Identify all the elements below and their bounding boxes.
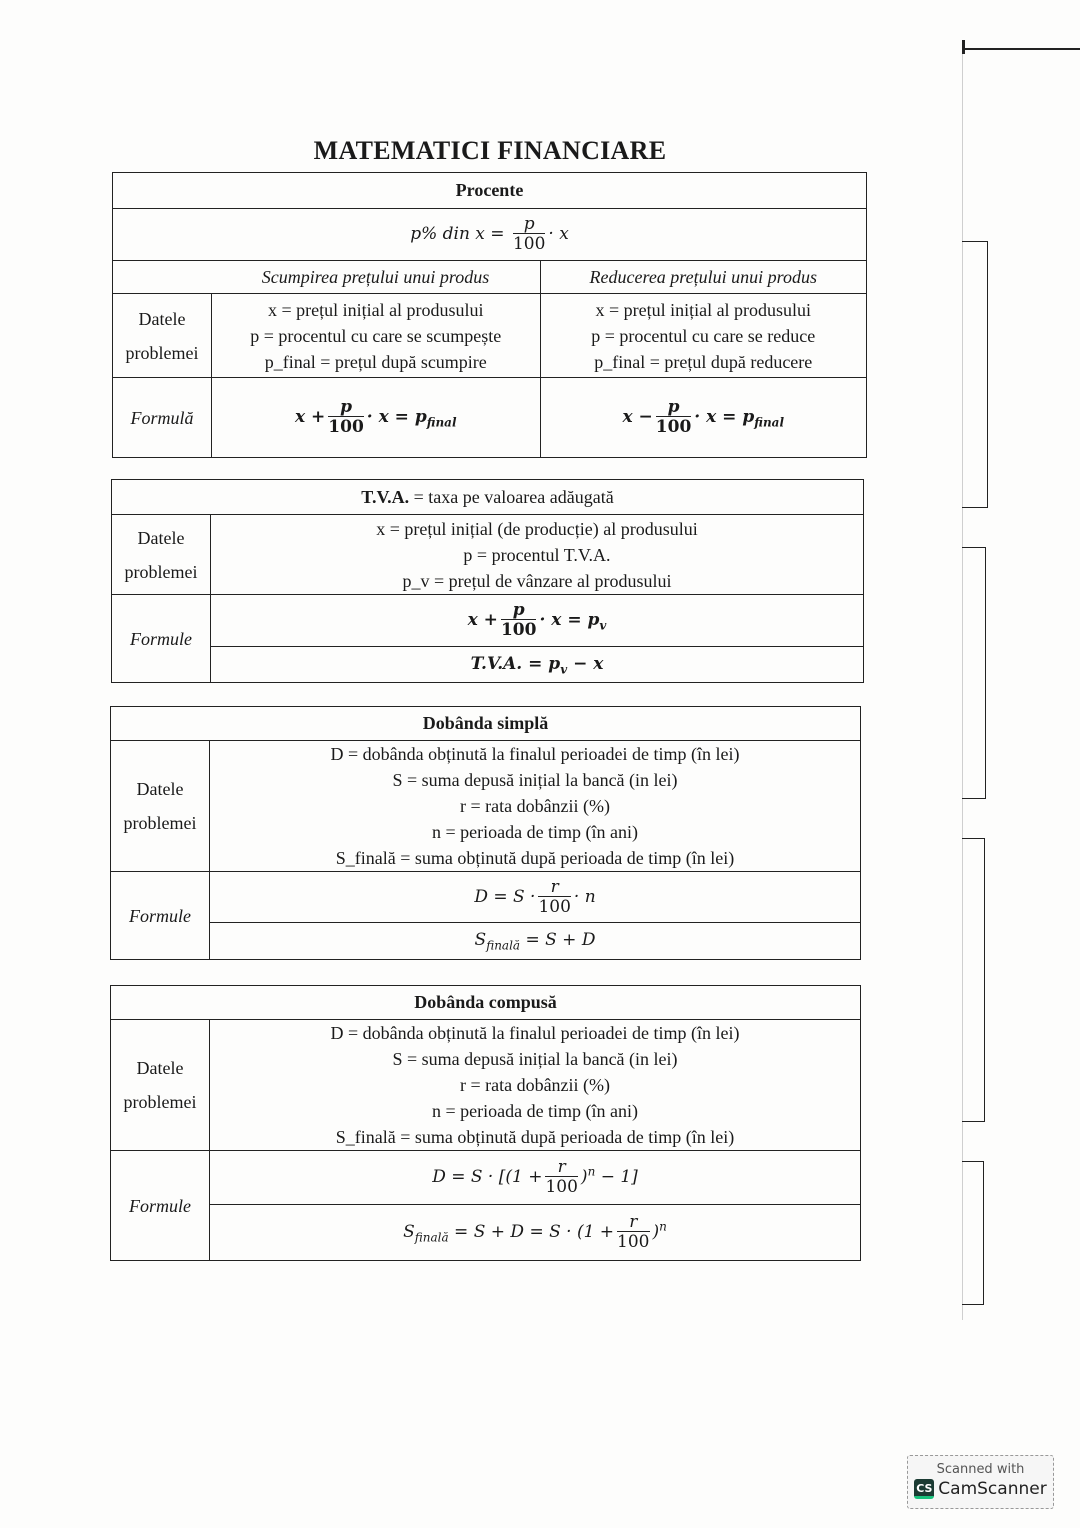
tva-data: x = prețul inițial (de producție) al produsului p = procentul T.V.A. p_v = prețul de vânzare al produsului [211,515,864,595]
col-reducere-header: Reducerea prețului unui produs [540,261,867,294]
dobanda-simpla-formula-1: D = S · $\frac{r}{100}$ · n [210,872,861,923]
label-formula: Formulă [113,378,212,458]
reducere-formula: x − $\frac{p}{100}$ · $x = p_{final}$ [540,378,867,458]
tva-table [111,479,864,683]
dobanda-simpla-formula-2: $S_{finală} = S + D$ [210,923,861,960]
dobanda-compusa-data: D = dobânda obținută la finalul perioadei de timp (în lei) S = suma depusă inițial la bancă (in lei) r = rata dobânzii (%) n = perioada de timp (în ani) S_finală = suma obținută după perioada de timp (în lei) [210,1020,861,1151]
tva-header: T.V.A. = taxa pe valoarea adăugată [112,480,864,515]
dobanda-compusa-formula-2: $S_{finală} = S + D = S \cdot (1$ + $\frac{r}{100}$ )$^n$ [210,1205,861,1261]
label-formule: Formule [111,1151,210,1261]
page-edge-top-mark [962,48,1080,50]
dobanda-compusa-table [110,985,861,1261]
page-edge-box-4 [962,1161,984,1305]
tva-formula-1: x + $\frac{p}{100}$ · $x = p_v$ [211,595,864,647]
reducere-data: x = prețul inițial al produsului p = procentul cu care se reduce p_final = prețul după reducere [540,294,867,378]
watermark-brand: CamScanner [938,1479,1047,1499]
camscanner-watermark [907,1455,1054,1509]
tva-formula-2: T.V.A. = $p_v - x$ [211,647,864,683]
label-datele-problemei: Datele problemei [113,294,212,378]
camscanner-logo-icon: CS [914,1479,934,1499]
col-scumpire-header: Scumpirea prețului unui produs [212,261,541,294]
percent-of-formula: p% din x = $\frac{p}{100}$ · x [113,209,867,261]
page-edge-box-2 [962,547,986,799]
label-formule: Formule [112,595,211,683]
label-datele-problemei: Datele problemei [111,1020,210,1151]
page-title: MATEMATICI FINANCIARE [313,136,667,165]
dobanda-compusa-formula-1: D = S · [(1 + $\frac{r}{100}$ )$^n$ − 1] [210,1151,861,1205]
dobanda-simpla-data: D = dobânda obținută la finalul perioadei de timp (în lei) S = suma depusă inițial la bancă (in lei) r = rata dobânzii (%) n = perioada de timp (în ani) S_finală = suma obținută după perioada de timp (în lei) [210,741,861,872]
procente-table [112,172,867,458]
dobanda-compusa-header: Dobânda compusă [111,986,861,1020]
page-edge-box-1 [962,241,988,508]
label-formule: Formule [111,872,210,960]
scumpire-formula: x + $\frac{p}{100}$ · $x = p_{final}$ [212,378,541,458]
scumpire-data: x = prețul inițial al produsului p = procentul cu care se scumpește p_final = prețul după scumpire [212,294,541,378]
dobanda-simpla-header: Dobânda simplă [111,707,861,741]
watermark-text: Scanned with [936,1462,1025,1477]
page-edge-box-3 [962,838,985,1122]
procente-header: Procente [113,173,867,209]
dobanda-simpla-table [110,706,861,960]
label-datele-problemei: Datele problemei [112,515,211,595]
label-datele-problemei: Datele problemei [111,741,210,872]
page-edge-tick [962,40,965,54]
